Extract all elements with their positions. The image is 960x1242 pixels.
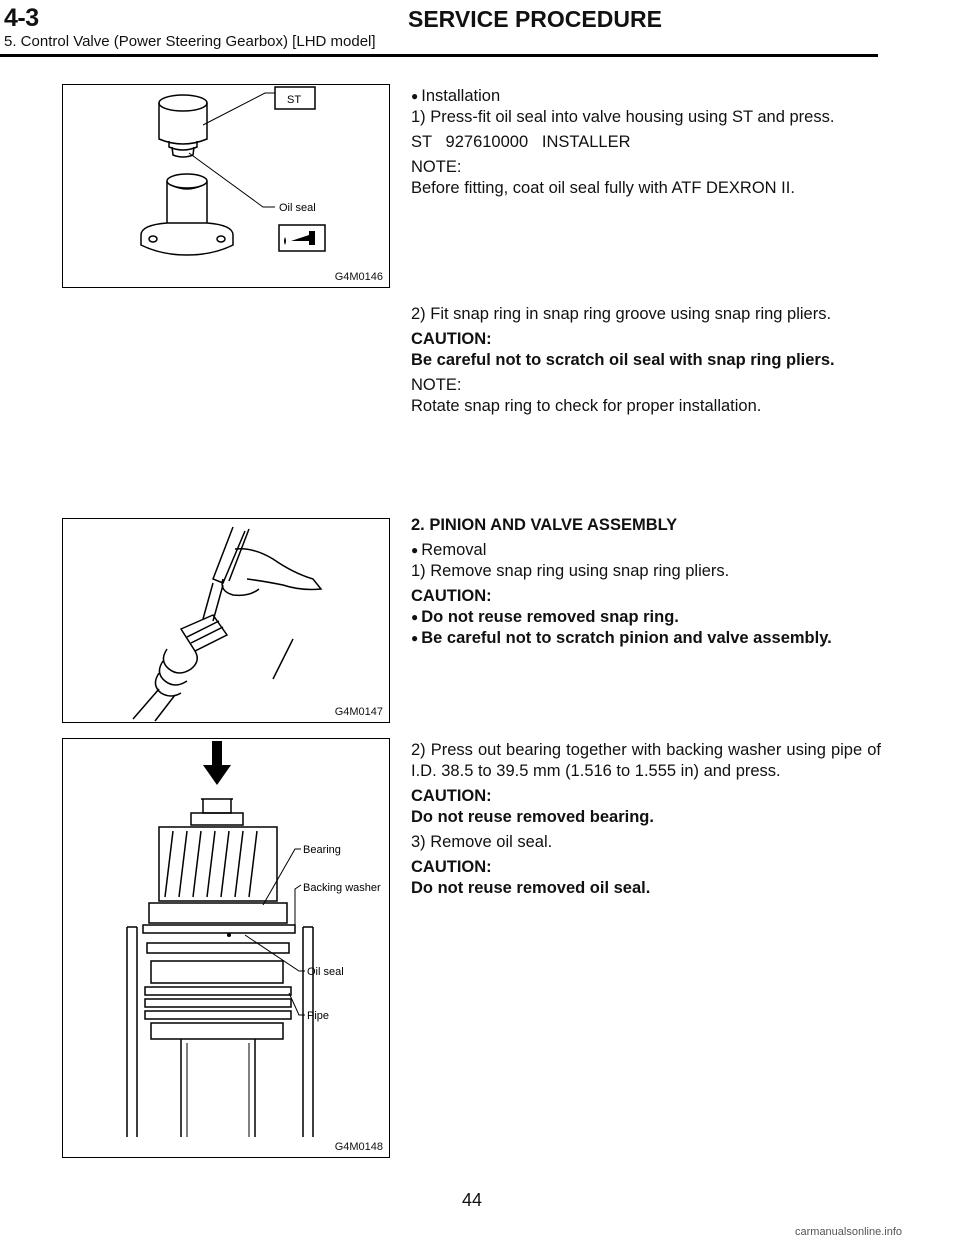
bullet-icon: ● — [411, 631, 419, 645]
figure-code: G4M0146 — [334, 271, 383, 283]
label-oil-seal: Oil seal — [279, 202, 316, 214]
caution-item: Be careful not to scratch pinion and valve assembly. — [421, 629, 832, 647]
bearing-removal-text — [411, 740, 881, 903]
caution-label: CAUTION: — [411, 587, 492, 605]
step-1-press-fit: 1) Press-fit oil seal into valve housing using ST and press. — [411, 108, 835, 126]
caution-text: Be careful not to scratch oil seal with snap ring pliers. — [411, 351, 835, 369]
snap-ring-text — [411, 304, 881, 421]
pinion-valve-heading: 2. PINION AND VALVE ASSEMBLY — [411, 516, 678, 534]
note-text: Rotate snap ring to check for proper installation. — [411, 397, 762, 415]
note-text: Before fitting, coat oil seal fully with ATF DEXRON II. — [411, 179, 795, 197]
label-pipe: Pipe — [307, 1010, 330, 1022]
label-bearing: Bearing — [303, 844, 341, 856]
section-title: SERVICE PROCEDURE — [408, 6, 662, 32]
bullet-icon: ● — [411, 543, 419, 557]
caution-text: Do not reuse removed bearing. — [411, 808, 654, 826]
bullet-icon: ● — [411, 89, 419, 103]
bearing-press-illustration — [63, 739, 389, 1157]
oil-seal-installer-illustration — [63, 85, 389, 287]
snap-ring-pliers-illustration — [63, 519, 389, 722]
page-header — [0, 0, 960, 60]
step-2-press-out-bearing: 2) Press out bearing together with backing washer using pipe of I.D. 38.5 to 39.5 mm (1.516 to 1.555 in) and press. — [411, 741, 881, 780]
atf-oil-can-icon — [279, 225, 325, 251]
label-oil-seal: Oil seal — [307, 966, 344, 978]
step-1-remove-snap-ring: 1) Remove snap ring using snap ring pliers. — [411, 562, 730, 580]
figure-oil-seal-installer — [62, 84, 390, 288]
watermark: carmanualsonline.info — [795, 1226, 903, 1238]
step-2-snap-ring: 2) Fit snap ring in snap ring groove using snap ring pliers. — [411, 305, 832, 323]
installation-text — [411, 86, 881, 203]
caution-label: CAUTION: — [411, 858, 492, 876]
removal-heading: Removal — [421, 541, 487, 559]
caution-text: Do not reuse removed oil seal. — [411, 879, 651, 897]
step-3-remove-oil-seal: 3) Remove oil seal. — [411, 833, 553, 851]
pinion-valve-text — [411, 515, 881, 653]
figure-snap-ring-removal — [62, 518, 390, 723]
caution-item: Do not reuse removed snap ring. — [421, 608, 679, 626]
installation-heading: Installation — [421, 87, 501, 105]
note-label: NOTE: — [411, 158, 462, 176]
st-tool-line: ST 927610000 INSTALLER — [411, 133, 631, 151]
label-backing-washer: Backing washer — [303, 882, 381, 894]
figure-bearing-press — [62, 738, 390, 1158]
section-subtitle: 5. Control Valve (Power Steering Gearbox) [LHD model] — [4, 33, 376, 50]
header-rule — [0, 54, 878, 57]
caution-label: CAUTION: — [411, 330, 492, 348]
label-st: ST — [287, 94, 302, 106]
figure-code: G4M0147 — [334, 706, 383, 718]
page-number: 44 — [462, 1190, 483, 1210]
bullet-icon: ● — [411, 610, 419, 624]
press-arrow-icon — [203, 741, 231, 785]
caution-label: CAUTION: — [411, 787, 492, 805]
section-number: 4-3 — [4, 4, 39, 32]
note-label: NOTE: — [411, 376, 462, 394]
figure-code: G4M0148 — [334, 1141, 383, 1153]
